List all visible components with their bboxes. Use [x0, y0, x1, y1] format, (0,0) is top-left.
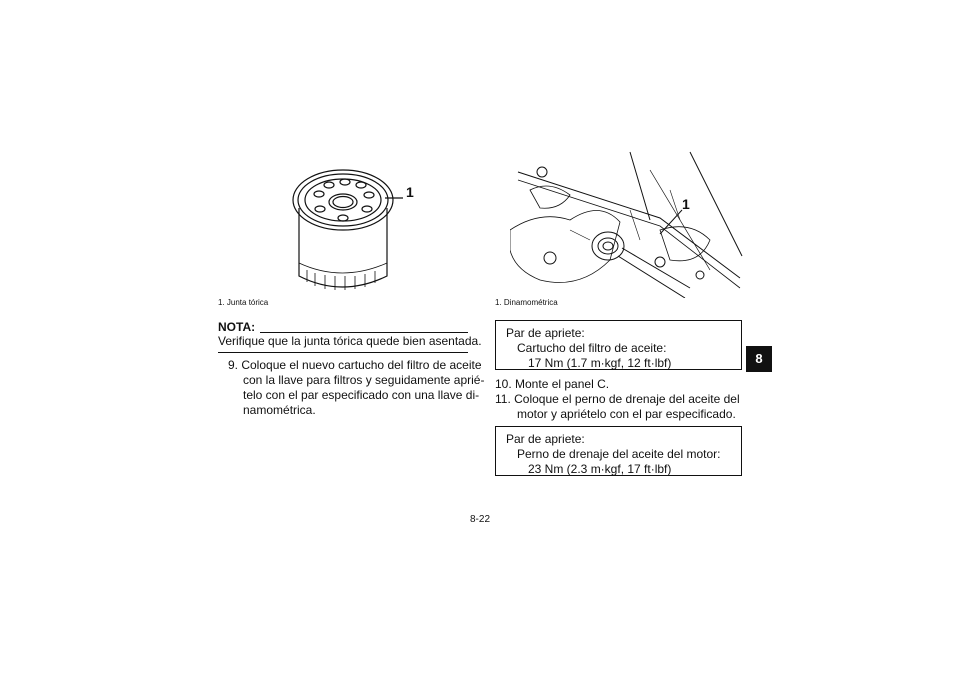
- figure-caption: 1. Dinamométrica: [495, 298, 558, 307]
- torque-item: Cartucho del filtro de aceite:: [517, 341, 667, 355]
- torque-item: Perno de drenaje del aceite del motor:: [517, 447, 721, 461]
- page-number: 8-22: [470, 514, 491, 525]
- step-11-line: 11. Coloque el perno de drenaje del aceite del: [495, 392, 740, 406]
- step-11-line: motor y apriételo con el par especificado.: [517, 407, 736, 421]
- torque-spec-box: [495, 320, 742, 370]
- callout-number: 1: [682, 196, 690, 212]
- torque-title: Par de apriete:: [506, 432, 585, 446]
- torque-wrench-illustration: [510, 150, 750, 298]
- step-9-line: namométrica.: [243, 403, 316, 417]
- step-9-line: con la llave para filtros y seguidamente aprié-: [243, 373, 485, 387]
- torque-value: 17 Nm (1.7 m·kgf, 12 ft·lbf): [528, 356, 672, 370]
- note-text: Verifique que la junta tórica quede bien asentada.: [218, 334, 482, 348]
- chapter-tab: 8: [746, 346, 772, 372]
- torque-spec-box: [495, 426, 742, 476]
- step-9-line: telo con el par especificado con una llave di-: [243, 388, 480, 402]
- step-10-line: 10. Monte el panel C.: [495, 377, 610, 391]
- torque-value: 23 Nm (2.3 m·kgf, 17 ft·lbf): [528, 462, 672, 476]
- torque-title: Par de apriete:: [506, 326, 585, 340]
- note-label: NOTA:: [218, 320, 256, 334]
- oil-filter-illustration: [285, 158, 420, 298]
- figure-caption: 1. Junta tórica: [218, 298, 269, 307]
- step-9-line: 9. Coloque el nuevo cartucho del filtro de aceite: [228, 358, 482, 372]
- callout-number: 1: [406, 184, 414, 200]
- note-rule-top: [260, 332, 468, 333]
- note-rule-bottom: [218, 352, 468, 353]
